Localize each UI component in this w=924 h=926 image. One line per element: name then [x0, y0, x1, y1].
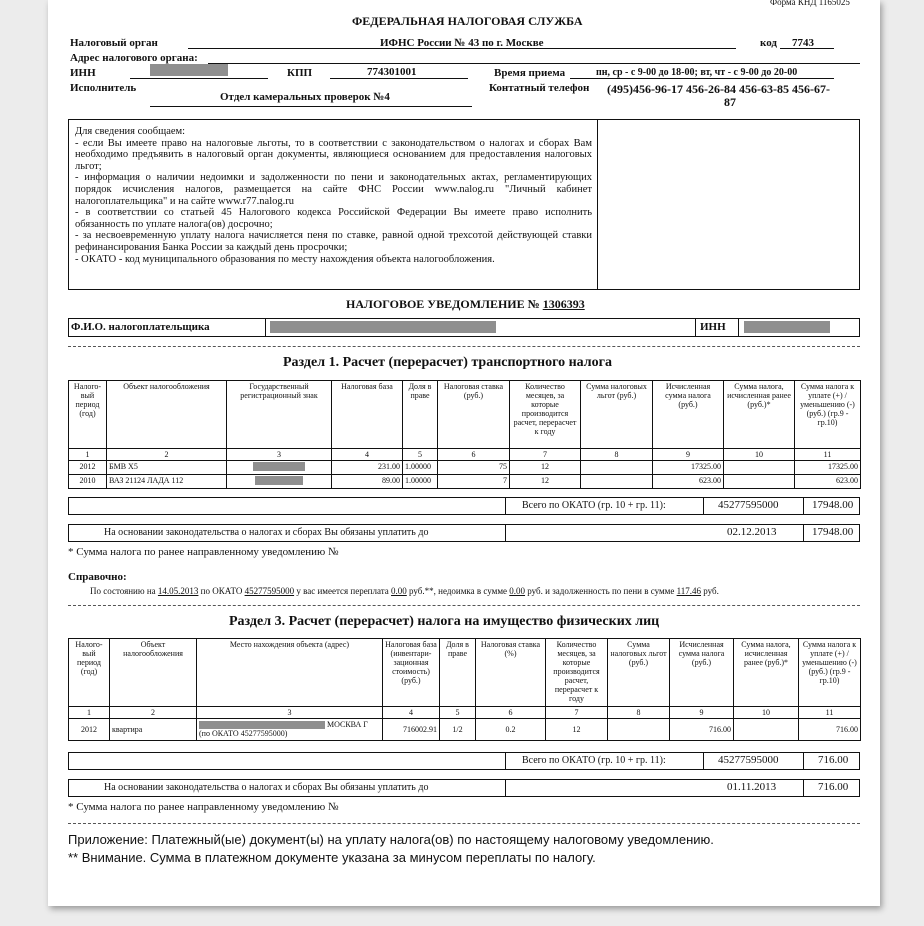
s3-colnum: 3	[197, 707, 383, 719]
s1-cell-regnum	[227, 475, 332, 489]
s3-cell-rate: 0.2	[476, 719, 546, 741]
attention-text: ** Внимание. Сумма в платежном документе указана за минусом переплаты по налогу.	[68, 850, 596, 865]
fio-redacted	[270, 321, 496, 333]
s3-address-line2: (по ОКАТО 45277595000)	[199, 729, 288, 739]
s1-header-6: Налоговая ставка (руб.)	[438, 381, 510, 449]
s1-colnum: 5	[403, 449, 438, 461]
s3-header-3: Место нахождения объекта (адрес)	[197, 639, 383, 707]
reference-date: 14.05.2013	[157, 586, 199, 596]
notice-inn-redacted	[744, 321, 830, 333]
s1-header-1: Налого-вый период (год)	[69, 381, 107, 449]
reference-overpay: 0.00	[391, 586, 407, 596]
s1-colnum: 2	[107, 449, 227, 461]
s1-header-4: Налоговая база	[332, 381, 403, 449]
section1-header-row	[69, 381, 861, 449]
s1-colnum: 4	[332, 449, 403, 461]
executor-value: Отдел камеральных проверок №4	[220, 91, 390, 103]
section1-table	[68, 380, 861, 489]
s3-due-date: 01.11.2013	[727, 781, 777, 793]
s1-header-8: Сумма налоговых льгот (руб.)	[581, 381, 653, 449]
code-label: код	[760, 37, 777, 49]
s1-colnum: 1	[69, 449, 107, 461]
s1-cell-due: 17325.00	[795, 461, 861, 475]
s1-header-3: Государственный регистрационный знак	[227, 381, 332, 449]
s3-cell-object: квартира	[110, 719, 197, 741]
s3-colnum: 10	[734, 707, 799, 719]
s3-header-11: Сумма налога к уплате (+) / уменьшению (-) (руб.) (гр.9 - гр.10)	[799, 639, 861, 707]
org-value: ИФНС России № 43 по г. Москве	[380, 37, 544, 49]
s3-cell-due: 716.00	[799, 719, 861, 741]
s3-total-amount: 716.00	[818, 754, 849, 766]
info-line-3: - информация о наличии недоимки и задолженности по пени и законодательных актах, регламентирующих порядок исчисления налогов, размещается на сайте ФНС России www.nalog.ru "Личный кабинет налогоплательщика" и на сайте www.r77.nalog.ru	[75, 172, 592, 207]
s1-due-amount: 17948.00	[812, 526, 854, 538]
reception-label: Время приема	[494, 67, 566, 79]
s1-cell-benefits	[581, 475, 653, 489]
kpp-value: 774301001	[367, 66, 417, 78]
s3-colnum: 11	[799, 707, 861, 719]
s3-header-7: Количество месяцев, за которые производится расчет, перерасчет к году	[546, 639, 608, 707]
s3-colnum: 1	[69, 707, 110, 719]
s3-header-9: Исчисленная сумма налога (руб.)	[670, 639, 734, 707]
reference-line: По состоянию на 14.05.2013 по ОКАТО 45277595000 у вас имеется переплата 0.00 руб.**, недоимка в сумме 0.00 руб. и задолженность по пени в сумме 117.46 руб.	[90, 586, 719, 596]
s1-colnum: 3	[227, 449, 332, 461]
notice-title: НАЛОГОВОЕ УВЕДОМЛЕНИЕ № 1306393	[346, 297, 585, 311]
s1-footnote: * Сумма налога по ранее направленному уведомлению №	[68, 546, 339, 558]
s3-footnote: * Сумма налога по ранее направленному уведомлению №	[68, 801, 339, 813]
s1-cell-base: 231.00	[332, 461, 403, 475]
s1-cell-rate: 7	[438, 475, 510, 489]
s1-total-okato: 45277595000	[718, 499, 779, 511]
s3-cell-months: 12	[546, 719, 608, 741]
s3-cell-benefits	[608, 719, 670, 741]
s1-cell-object: БМВ X5	[107, 461, 227, 475]
s3-colnum: 9	[670, 707, 734, 719]
s3-colnum: 6	[476, 707, 546, 719]
s3-colnum: 5	[440, 707, 476, 719]
info-line-1: Для сведения сообщаем:	[75, 126, 186, 137]
reference-label: Справочно:	[68, 571, 127, 583]
s1-cell-months: 12	[510, 475, 581, 489]
info-line-6: - ОКАТО - код муниципального образования по месту нахождения объекта налогообложения.	[75, 253, 495, 265]
s3-cell-calc: 716.00	[670, 719, 734, 741]
s1-header-10: Сумма налога, исчисленная ранее (руб.)*	[724, 381, 795, 449]
phone-label: Контатный телефон	[489, 82, 590, 94]
table-row	[69, 475, 861, 489]
table-row	[69, 461, 861, 475]
s1-cell-calc: 623.00	[653, 475, 724, 489]
s3-cell-share: 1/2	[440, 719, 476, 741]
s1-due-date: 02.12.2013	[727, 526, 777, 538]
s1-header-7: Количество месяцев, за которые производится расчет, перерасчет к году	[510, 381, 581, 449]
info-box-text	[75, 126, 592, 265]
info-line-2: - если Вы имеете право на налоговые льготы, то в соответствии с законодательством о налогах и сборах Вам необходимо предъявить в налоговый орган документы, являющиеся основанием для предоставления налоговых льгот;	[75, 137, 592, 172]
s3-cell-base: 716002.91	[383, 719, 440, 741]
section3-header-row	[69, 639, 861, 707]
s1-header-5: Доля в праве	[403, 381, 438, 449]
fio-label: Ф.И.О. налогоплательщика	[71, 321, 210, 333]
section3-table	[68, 638, 861, 741]
s3-colnum: 2	[110, 707, 197, 719]
inn-redacted	[150, 64, 228, 76]
s1-obliged-label: На основании законодательства о налогах и сборах Вы обязаны уплатить до	[104, 527, 429, 538]
s1-header-2: Объект налогообложения	[107, 381, 227, 449]
reference-arrears: 0.00	[509, 586, 526, 596]
reception-value: пн, ср - с 9-00 до 18-00; вт, чт - с 9-00 до 20-00	[596, 67, 798, 78]
s3-total-label: Всего по ОКАТО (гр. 10 + гр. 11):	[522, 755, 666, 766]
s3-header-10: Сумма налога, исчисленная ранее (руб.)*	[734, 639, 799, 707]
s1-total-amount: 17948.00	[812, 499, 854, 511]
s1-colnum: 9	[653, 449, 724, 461]
s1-colnum: 11	[795, 449, 861, 461]
s1-total-label: Всего по ОКАТО (гр. 10 + гр. 11):	[522, 500, 666, 511]
s3-header-8: Сумма налоговых льгот (руб.)	[608, 639, 670, 707]
s3-total-okato: 45277595000	[718, 754, 779, 766]
s1-cell-benefits	[581, 461, 653, 475]
s1-colnum: 6	[438, 449, 510, 461]
s1-cell-earlier	[724, 475, 795, 489]
phone-value-line1: (495)456-96-17 456-26-84 456-63-85 456-67-	[607, 82, 830, 96]
address-label: Адрес налогового органа:	[70, 52, 198, 64]
s3-colnum: 8	[608, 707, 670, 719]
section3-colnum-row	[69, 707, 861, 719]
s1-cell-year: 2012	[69, 461, 107, 475]
executor-label: Исполнитель	[70, 82, 137, 94]
s3-header-4: Налоговая база (инвентари-зационная стоимость) (руб.)	[383, 639, 440, 707]
section1-title: Раздел 1. Расчет (перерасчет) транспортного налога	[283, 355, 612, 370]
s1-cell-earlier	[724, 461, 795, 475]
inn-label: ИНН	[70, 67, 96, 79]
reference-penalty: 117.46	[676, 586, 702, 596]
info-line-4: - в соответствии со статьей 45 Налогового кодекса Российской Федерации Вы имеете право исполнить обязанность по уплате налога(ов) досрочно;	[75, 207, 592, 230]
s1-cell-share: 1.00000	[403, 461, 438, 475]
s1-header-9: Исчисленная сумма налога (руб.)	[653, 381, 724, 449]
kpp-label: КПП	[287, 67, 313, 79]
address-redacted	[199, 721, 325, 729]
notice-inn-label: ИНН	[700, 321, 726, 333]
s3-colnum: 7	[546, 707, 608, 719]
section3-title: Раздел 3. Расчет (перерасчет) налога на имущество физических лиц	[229, 614, 660, 629]
s3-header-5: Доля в праве	[440, 639, 476, 707]
s3-cell-address	[197, 719, 383, 741]
notice-number: 1306393	[542, 297, 585, 311]
s1-colnum: 7	[510, 449, 581, 461]
s1-cell-calc: 17325.00	[653, 461, 724, 475]
s1-cell-months: 12	[510, 461, 581, 475]
s3-header-1: Налого-вый период (год)	[69, 639, 110, 707]
s3-address-line1: МОСКВА Г	[327, 720, 368, 729]
s1-cell-regnum	[227, 461, 332, 475]
s1-cell-base: 89.00	[332, 475, 403, 489]
s1-header-11: Сумма налога к уплате (+) / уменьшению (-) (руб.) (гр.9 - гр.10)	[795, 381, 861, 449]
section1-colnum-row	[69, 449, 861, 461]
table-row	[69, 719, 861, 741]
form-code: Форма КНД 1165025	[770, 0, 850, 7]
s3-colnum: 4	[383, 707, 440, 719]
s1-cell-share: 1.00000	[403, 475, 438, 489]
s1-cell-year: 2010	[69, 475, 107, 489]
s3-cell-year: 2012	[69, 719, 110, 741]
s3-cell-earlier	[734, 719, 799, 741]
s3-obliged-label: На основании законодательства о налогах и сборах Вы обязаны уплатить до	[104, 782, 429, 793]
code-value: 7743	[792, 37, 814, 49]
reference-okato: 45277595000	[244, 586, 295, 596]
s3-header-2: Объект налогообложения	[110, 639, 197, 707]
appendix-text: Приложение: Платежный(ые) документ(ы) на уплату налога(ов) по настоящему налоговому уведомлению.	[68, 832, 714, 847]
info-line-5: - за несвоевременную уплату налога начисляется пеня по ставке, равной одной трехсотой действующей ставки рефинансирования Банка России за каждый день просрочки;	[75, 230, 592, 253]
s1-colnum: 10	[724, 449, 795, 461]
phone-value-line2: 87	[724, 95, 736, 109]
org-label: Налоговый орган	[70, 37, 158, 49]
document-title: ФЕДЕРАЛЬНАЯ НАЛОГОВАЯ СЛУЖБА	[352, 14, 583, 28]
s3-header-6: Налоговая ставка (%)	[476, 639, 546, 707]
s1-colnum: 8	[581, 449, 653, 461]
s1-cell-due: 623.00	[795, 475, 861, 489]
s1-cell-object: ВАЗ 21124 ЛАДА 112	[107, 475, 227, 489]
s1-cell-rate: 75	[438, 461, 510, 475]
s3-due-amount: 716.00	[818, 781, 849, 793]
